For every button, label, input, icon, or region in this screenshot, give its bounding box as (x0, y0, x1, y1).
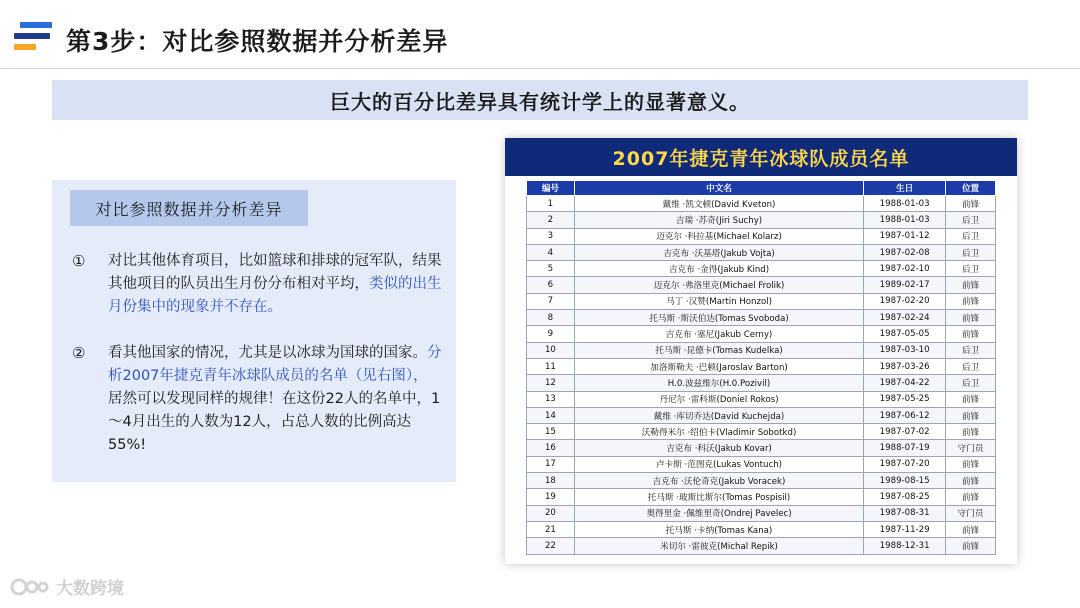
cell-birthday: 1988-01-03 (864, 212, 946, 228)
analysis-point-2 (72, 342, 442, 457)
table-row (527, 310, 996, 326)
cell-name: 托马斯 ·玻斯比斯尔(Tomas Pospisil) (574, 489, 863, 505)
roster-title: 2007年捷克青年冰球队成员名单 (505, 138, 1017, 176)
cell-name: 奥得里金 ·佩维里奇(Ondrej Pavelec) (574, 505, 863, 521)
cell-number: 9 (527, 326, 575, 342)
table-row (527, 228, 996, 244)
cell-number: 6 (527, 277, 575, 293)
cell-name: 吉瑞 ·苏奇(Jiri Suchy) (574, 212, 863, 228)
analysis-point-1 (72, 250, 442, 319)
cell-position: 前锋 (946, 391, 996, 407)
table-row (527, 489, 996, 505)
watermark-text: 大数跨境 (56, 579, 124, 599)
cell-name: 加洛斯勒夫 ·巴顿(Jaroslav Barton) (574, 358, 863, 374)
table-row (527, 358, 996, 374)
analysis-panel (52, 180, 456, 482)
cell-birthday: 1988-12-31 (864, 538, 946, 554)
cell-position: 前锋 (946, 326, 996, 342)
roster-card (505, 138, 1017, 564)
cell-number: 11 (527, 358, 575, 374)
table-row (527, 440, 996, 456)
table-row (527, 212, 996, 228)
page-title: 第3步：对比参照数据并分析差异 (66, 27, 449, 56)
cell-name: 吉克布 ·科沃(Jakub Kovar) (574, 440, 863, 456)
cell-position: 前锋 (946, 489, 996, 505)
table-row (527, 196, 996, 212)
cell-birthday: 1987-07-02 (864, 424, 946, 440)
cell-number: 1 (527, 196, 575, 212)
cell-name: 吉克布 ·沃伦奇克(Jakub Voracek) (574, 473, 863, 489)
cell-number: 2 (527, 212, 575, 228)
cell-birthday: 1989-02-17 (864, 277, 946, 293)
cell-birthday: 1987-05-05 (864, 326, 946, 342)
table-header-row (527, 181, 996, 196)
cell-name: 沃勒得米尔 ·绍伯卡(Vladimir Sobotkd) (574, 424, 863, 440)
table-row (527, 244, 996, 260)
cell-birthday: 1987-03-26 (864, 358, 946, 374)
table-row (527, 521, 996, 537)
point-text-normal: 对比其他体育项目，比如篮球和排球的冠军队，结果其他项目的队员出生月份分布相对平均， (108, 253, 442, 292)
cell-position: 守门员 (946, 505, 996, 521)
point-text-highlight: 分析2007年捷克青年冰球队成员的名单（见右图）， (108, 345, 442, 384)
cell-name: H.0.波兹维尔(H.0.Pozivil) (574, 375, 863, 391)
cell-position: 前锋 (946, 521, 996, 537)
cell-birthday: 1989-08-15 (864, 473, 946, 489)
cell-number: 14 (527, 407, 575, 423)
title-divider (0, 68, 1080, 69)
cell-name: 迈克尔 ·科拉基(Michael Kolarz) (574, 228, 863, 244)
cell-position: 前锋 (946, 407, 996, 423)
cell-position: 后卫 (946, 375, 996, 391)
watermark (10, 574, 124, 599)
cell-name: 吉克布 ·金得(Jakub Kind) (574, 261, 863, 277)
table-row (527, 456, 996, 472)
roster-table (526, 180, 996, 555)
cell-name: 卢卡斯 ·范图克(Lukas Vontuch) (574, 456, 863, 472)
cell-birthday: 1987-02-08 (864, 244, 946, 260)
column-header-name: 中文名 (574, 181, 863, 196)
cell-name: 吉克布 ·沃基塔(Jakub Vojta) (574, 244, 863, 260)
table-row (527, 407, 996, 423)
cell-birthday: 1987-01-12 (864, 228, 946, 244)
table-row (527, 277, 996, 293)
table-row (527, 375, 996, 391)
cell-position: 后卫 (946, 244, 996, 260)
cell-birthday: 1988-01-03 (864, 196, 946, 212)
table-row (527, 538, 996, 554)
cell-birthday: 1987-07-20 (864, 456, 946, 472)
cell-number: 10 (527, 342, 575, 358)
cell-name: 米切尔 ·雷彼克(Michal Repik) (574, 538, 863, 554)
cell-birthday: 1987-04-22 (864, 375, 946, 391)
cell-birthday: 1987-08-25 (864, 489, 946, 505)
cell-position: 前锋 (946, 277, 996, 293)
cell-position: 前锋 (946, 424, 996, 440)
cell-number: 4 (527, 244, 575, 260)
table-row (527, 473, 996, 489)
point-text-highlight: 类似的出生月份集中的现象并不存在。 (108, 276, 442, 315)
cell-name: 托马斯 ·昆德卡(Tomas Kudelka) (574, 342, 863, 358)
cell-number: 13 (527, 391, 575, 407)
cell-birthday: 1987-02-10 (864, 261, 946, 277)
cell-birthday: 1987-02-24 (864, 310, 946, 326)
cell-birthday: 1987-08-31 (864, 505, 946, 521)
cell-birthday: 1987-06-12 (864, 407, 946, 423)
cell-name: 托马斯 ·斯沃伯达(Tomas Svoboda) (574, 310, 863, 326)
column-header-position: 位置 (946, 181, 996, 196)
cell-position: 前锋 (946, 293, 996, 309)
cell-position: 守门员 (946, 440, 996, 456)
cell-position: 后卫 (946, 342, 996, 358)
table-row (527, 342, 996, 358)
roster-table-body (527, 196, 996, 555)
cell-number: 3 (527, 228, 575, 244)
cell-name: 托马斯 ·卡纳(Tomas Kana) (574, 521, 863, 537)
cell-name: 丹尼尔 ·雷科斯(Doniel Rokos) (574, 391, 863, 407)
point-number: ② (72, 344, 86, 362)
cell-number: 21 (527, 521, 575, 537)
cell-name: 戴维 ·凯文顿(David Kveton) (574, 196, 863, 212)
key-message-banner: 巨大的百分比差异具有统计学上的显著意义。 (52, 80, 1028, 120)
point-text (108, 250, 442, 319)
cell-position: 前锋 (946, 473, 996, 489)
table-row (527, 391, 996, 407)
cell-position: 前锋 (946, 310, 996, 326)
table-row (527, 293, 996, 309)
point-text-normal: 看其他国家的情况，尤其是以冰球为国球的国家。 (108, 345, 427, 361)
cell-position: 后卫 (946, 358, 996, 374)
cell-position: 前锋 (946, 538, 996, 554)
cell-number: 20 (527, 505, 575, 521)
point-text-tail: 居然可以发现同样的规律！在这份22人的名单中，1～4月出生的人数为12人，占总人数的比例高达55%! (108, 391, 441, 453)
cell-number: 16 (527, 440, 575, 456)
cell-name: 吉克布 ·塞尼(Jakub Cerny) (574, 326, 863, 342)
cell-number: 12 (527, 375, 575, 391)
cell-number: 5 (527, 261, 575, 277)
cell-name: 戴维 ·库切乔达(David Kuchejda) (574, 407, 863, 423)
column-header-number: 编号 (527, 181, 575, 196)
cell-number: 15 (527, 424, 575, 440)
cell-birthday: 1988-07-19 (864, 440, 946, 456)
cell-position: 前锋 (946, 196, 996, 212)
table-row (527, 326, 996, 342)
watermark-logo-icon (10, 576, 50, 598)
cell-number: 8 (527, 310, 575, 326)
column-header-birthday: 生日 (864, 181, 946, 196)
cell-name: 马丁 ·汉赞(Martin Honzol) (574, 293, 863, 309)
cell-position: 前锋 (946, 456, 996, 472)
cell-number: 18 (527, 473, 575, 489)
table-row (527, 424, 996, 440)
brand-logo-icon (14, 22, 54, 54)
table-row (527, 261, 996, 277)
cell-number: 22 (527, 538, 575, 554)
cell-number: 7 (527, 293, 575, 309)
panel-tag: 对比参照数据并分析差异 (70, 190, 308, 226)
cell-birthday: 1987-05-25 (864, 391, 946, 407)
cell-name: 迈克尔 ·弗洛里克(Michael Frolik) (574, 277, 863, 293)
cell-number: 19 (527, 489, 575, 505)
cell-birthday: 1987-11-29 (864, 521, 946, 537)
table-row (527, 505, 996, 521)
point-text (108, 342, 442, 457)
cell-number: 17 (527, 456, 575, 472)
cell-position: 后卫 (946, 228, 996, 244)
point-number: ① (72, 252, 86, 270)
cell-position: 后卫 (946, 212, 996, 228)
cell-birthday: 1987-02-20 (864, 293, 946, 309)
cell-birthday: 1987-03-10 (864, 342, 946, 358)
cell-position: 后卫 (946, 261, 996, 277)
